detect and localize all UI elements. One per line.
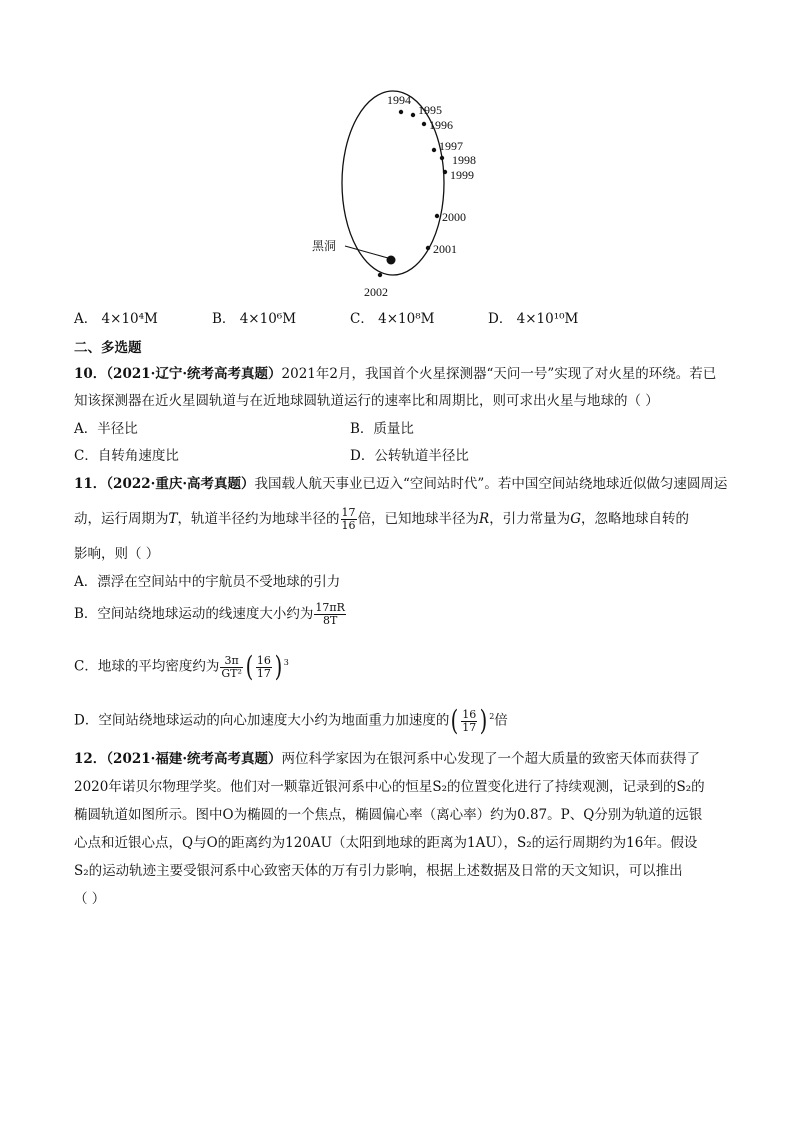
q11-option-b-den: 8T <box>323 614 338 627</box>
q10-number: 10． <box>74 366 107 382</box>
year-label-1999: 1999 <box>450 168 474 182</box>
q10-option-c[interactable]: C．自转角速度比 <box>74 448 179 464</box>
q11-option-c-pden: 17 <box>256 666 271 680</box>
q12-line-3: 椭圆轨道如图所示。图中O为椭圆的一个焦点，椭圆偏心率（离心率）约为0.87。P、Q分别为轨道的远银 <box>74 807 703 823</box>
q10-option-b[interactable]: B．质量比 <box>350 421 414 437</box>
q9-option-d[interactable] <box>488 310 578 328</box>
q11-option-c-fraction <box>220 655 243 680</box>
q9-option-a-letter: A． <box>74 311 98 327</box>
black-hole-label: 黑洞 <box>312 239 337 253</box>
q11-period-symbol: T <box>168 511 178 527</box>
q11-text-2b: ，轨道半径约为地球半径的 <box>177 511 340 527</box>
q12-line-4: 心点和近银心点，Q与O的距离约为120AU（太阳到地球的距离为1AU），S₂的运行周期约为16年。假设 <box>74 835 698 851</box>
q11-option-b-num: 17πR <box>315 601 345 614</box>
q11-option-d-pnum: 16 <box>462 707 477 721</box>
q10-option-d[interactable]: D．公转轨道半径比 <box>350 448 469 464</box>
q11-option-b-text: B．空间站绕地球运动的线速度大小约为 <box>74 606 314 622</box>
q11-radius-num: 17 <box>341 506 356 519</box>
q12-source: （2021·福建·统考高考真题） <box>106 751 282 767</box>
orbit-point-2002 <box>378 273 382 277</box>
q9-option-a-value: 4×10⁴M <box>101 311 158 327</box>
q12-line-1 <box>74 750 700 768</box>
q11-option-c-pnum: 16 <box>256 653 271 667</box>
q9-option-c-letter: C． <box>350 311 374 327</box>
q10-line-2: 知该探测器在近火星圆轨道与在近地球圆轨道运行的速率比和周期比，则可求出火星与地球的（ ） <box>74 393 659 409</box>
q11-line-3: 影响，则（ ） <box>74 546 160 562</box>
orbit-point-1994 <box>399 110 403 114</box>
q10-source: （2021·辽宁·统考高考真题） <box>106 366 282 382</box>
q9-option-b-value: 4×10⁶M <box>239 311 297 327</box>
q9-option-c[interactable] <box>350 310 434 328</box>
q11-option-c[interactable] <box>74 646 289 684</box>
year-label-1996: 1996 <box>429 118 453 132</box>
q11-gravity-symbol: G <box>570 511 581 527</box>
q9-option-b-letter: B． <box>212 311 236 327</box>
q11-source: （2022·重庆·高考真题） <box>106 476 255 492</box>
q11-option-d-text: D．空间站绕地球运动的向心加速度大小约为地面重力加速度的 <box>74 712 450 729</box>
year-label-2002: 2002 <box>364 285 388 299</box>
orbit-point-1995 <box>411 113 415 117</box>
q11-option-c-text: C．地球的平均密度约为 <box>74 658 220 675</box>
year-label-1997: 1997 <box>439 139 463 153</box>
q11-option-d-pden: 17 <box>462 720 477 734</box>
year-label-2000: 2000 <box>442 210 466 224</box>
q11-option-d-tail: 倍 <box>494 712 508 729</box>
q11-radius-symbol: R <box>479 511 490 527</box>
q11-line-2 <box>74 505 689 533</box>
year-label-2001: 2001 <box>433 242 457 256</box>
q11-option-b[interactable] <box>74 600 347 628</box>
q11-text-2d: ，引力常量为 <box>489 511 571 527</box>
q11-option-d-rparen: ) <box>479 704 488 737</box>
q11-option-d-lparen: ( <box>450 704 459 737</box>
q11-option-d[interactable] <box>74 700 508 738</box>
q11-text-2e: ，忽略地球自转的 <box>580 511 689 527</box>
year-label-1995: 1995 <box>418 103 442 117</box>
q11-option-b-fraction <box>314 602 346 627</box>
q11-text-2a: 动，运行周期为 <box>74 511 169 527</box>
year-label-1994: 1994 <box>387 93 411 107</box>
q10-line-1 <box>74 365 716 383</box>
orbit-point-1998 <box>440 156 444 160</box>
q9-option-b[interactable] <box>212 310 296 328</box>
q12-line-6: （ ） <box>74 891 106 907</box>
q10-text-1: 2021年2月，我国首个火星探测器“天问一号”实现了对火星的环绕。若已 <box>281 366 717 382</box>
q9-option-a[interactable] <box>74 310 158 328</box>
q12-line-2: 2020年诺贝尔物理学奖。他们对一颗靠近银河系中心的恒星S₂的位置变化进行了持续观测，记录到的S₂的 <box>74 779 705 795</box>
q11-option-c-exp: 3 <box>283 658 289 667</box>
orbit-point-2001 <box>426 246 430 250</box>
q9-option-d-value: 4×10¹⁰M <box>516 311 579 327</box>
q11-line-1 <box>74 475 727 493</box>
q10-option-a[interactable]: A．半径比 <box>74 421 138 437</box>
q11-text-2c: 倍，已知地球半径为 <box>357 511 480 527</box>
black-hole-dot <box>387 256 396 265</box>
q9-option-c-value: 4×10⁸M <box>378 311 435 327</box>
orbit-point-1996 <box>422 122 426 126</box>
q11-option-c-rparen: ) <box>274 650 283 683</box>
q11-radius-den: 16 <box>341 519 356 532</box>
q9-option-d-letter: D． <box>488 311 513 327</box>
q12-text-1: 两位科学家因为在银河系中心发现了一个超大质量的致密天体而获得了 <box>281 751 701 767</box>
black-hole-leader <box>345 246 388 258</box>
q11-option-d-pfraction <box>461 709 477 734</box>
q12-line-5: S₂的运动轨迹主要受银河系中心致密天体的万有引力影响，根据上述数据及日常的天文知识，可以推出 <box>74 863 683 879</box>
orbit-figure <box>300 88 500 308</box>
q11-option-c-lparen: ( <box>245 650 254 683</box>
q11-text-1: 我国载人航天事业已迈入“空间站时代”。若中国空间站绕地球近似做匀速圆周运 <box>254 476 728 492</box>
q11-number: 11． <box>74 476 107 492</box>
q11-radius-fraction <box>341 507 357 532</box>
orbit-point-1999 <box>443 170 447 174</box>
orbit-point-2000 <box>435 214 439 218</box>
q11-option-d-exp: 2 <box>489 712 495 721</box>
orbit-point-1997 <box>432 148 436 152</box>
q11-option-c-den: GT² <box>221 666 242 680</box>
year-label-1998: 1998 <box>452 153 476 167</box>
section-title: 二、多选题 <box>74 340 142 356</box>
q12-number: 12． <box>74 751 107 767</box>
q11-option-c-pfraction <box>256 655 272 680</box>
q11-option-a[interactable]: A．漂浮在空间站中的宇航员不受地球的引力 <box>74 574 341 590</box>
q11-option-c-num: 3π <box>220 655 243 668</box>
